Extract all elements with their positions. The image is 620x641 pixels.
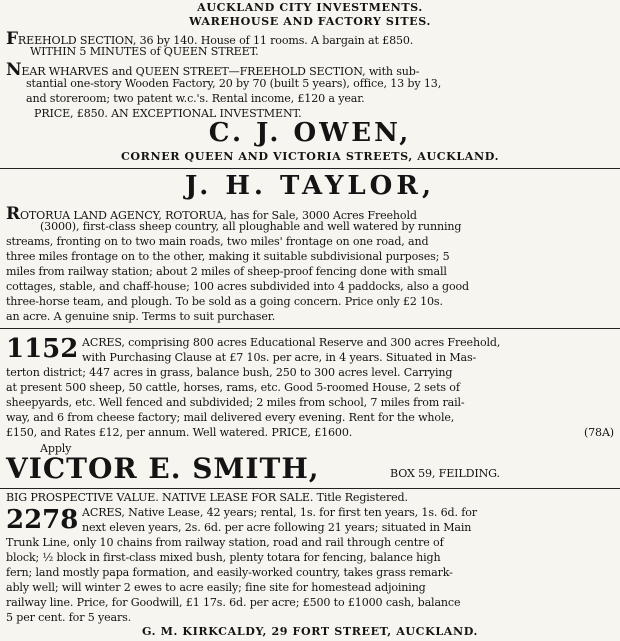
ad1-item2-line2: stantial one-story Wooden Factory, 20 by 70 (built 5 years), office, 13 by 13, — [26, 77, 442, 90]
ad1-item1-line2: WITHIN 5 MINUTES of QUEEN STREET. — [30, 45, 259, 58]
ad1-item2-dropcap: N — [6, 61, 22, 79]
ad1-subheader: WAREHOUSE AND FACTORY SITES. — [189, 15, 431, 28]
ad2-line-5: cottages, stable, and chaff-house; 100 acres subdivided into 4 paddocks, also a good — [6, 280, 469, 293]
divider — [0, 328, 620, 329]
ad2-line-7: an acre. A genuine snip. Terms to suit purchaser. — [6, 310, 276, 323]
ad4-line-4: fern; land mostly papa formation, and easily-worked country, takes grass remark- — [6, 566, 453, 579]
ad2-line-4: miles from railway station; about 2 miles of sheep-proof fencing done with small — [6, 265, 447, 278]
ad2-line-2: streams, fronting on to two main roads, two miles' frontage on one road, and — [6, 235, 429, 248]
divider — [0, 488, 620, 489]
ad3-apply: Apply — [40, 442, 72, 455]
ad3-line-5: way, and 6 from cheese factory; mail delivered every evening. Rent for the whole, — [6, 411, 455, 424]
ad2-dropcap: R — [6, 205, 20, 223]
ad3-line-3: at present 500 sheep, 50 cattle, horses, rams, etc. Good 5-roomed House, 2 sets of — [6, 381, 460, 394]
ad1-item1-line1: FREEHOLD SECTION, 36 by 140. House of 11 rooms. A bargain at £850. — [6, 30, 414, 48]
ad3-ref: (78A) — [583, 426, 614, 439]
ad4-line-2: Trunk Line, only 10 chains from railway station, road and rail through centre of — [6, 536, 444, 549]
ad4-line-1: next eleven years, 2s. 6d. per acre following 21 years; situated in Main — [82, 521, 472, 534]
ad1-item2-line4: PRICE, £850. AN EXCEPTIONAL INVESTMENT. — [34, 107, 302, 120]
ad1-header: AUCKLAND CITY INVESTMENTS. — [197, 1, 423, 14]
ad3-number: 1152 — [6, 334, 79, 364]
ad2-line-3: three miles frontage on to the other, making it suitable subdivisional purposes; 5 — [6, 250, 450, 263]
ad4-line-5: ably well; will winter 2 ewes to acre easily; fine site for homestead adjoining — [6, 581, 426, 594]
ad1-item1-dropcap: F — [6, 30, 18, 48]
ad3-line-4: sheepyards, etc. Well fenced and subdivided; 2 miles from school, 7 miles from rail- — [6, 396, 465, 409]
ad3-line-0: ACRES, comprising 800 acres Educational Reserve and 300 acres Freehold, — [82, 336, 501, 349]
ad4-line-0: ACRES, Native Lease, 42 years; rental, 1s. for first ten years, 1s. 6d. for — [82, 506, 477, 519]
ad3-line-1: with Purchasing Clause at £7 10s. per acre, in 4 years. Situated in Mas- — [82, 351, 477, 364]
divider — [0, 168, 620, 169]
ad2-agent: J. H. TAYLOR, — [184, 171, 435, 201]
ad4-line-6: railway line. Price, for Goodwill, £1 17s. 6d. per acre; £500 to £1000 cash, balance — [6, 596, 461, 609]
ad4-line-7: 5 per cent. for 5 years. — [6, 611, 132, 624]
ad4-line-3: block; ½ block in first-class mixed bush, plenty totara for fencing, balance high — [6, 551, 441, 564]
ad3-line-6: £150, and Rates £12, per annum. Well watered. PRICE, £1600. — [6, 426, 353, 439]
ad4-header: BIG PROSPECTIVE VALUE. NATIVE LEASE FOR SALE. Title Registered. — [6, 491, 408, 504]
ad2-line-0: ROTORUA LAND AGENCY, ROTORUA, has for Sale, 3000 Acres Freehold — [6, 205, 417, 223]
ad3-line-2: terton district; 447 acres in grass, balance bush, 250 to 300 acres level. Carrying — [6, 366, 453, 379]
ad4-number: 2278 — [6, 505, 79, 535]
ad2-line-6: three-horse team, and plough. To be sold as a going concern. Price only £2 10s. — [6, 295, 443, 308]
ad4-agent: G. M. KIRKCALDY, 29 FORT STREET, AUCKLAND. — [141, 625, 478, 638]
ad1-agent: C. J. OWEN, — [208, 118, 412, 148]
ad1-item2-line3: and storeroom; two patent w.c.'s. Rental income, £120 a year. — [26, 92, 365, 105]
ad3-box: BOX 59, FEILDING. — [390, 467, 500, 480]
ad3-agent: VICTOR E. SMITH, — [6, 452, 320, 485]
ad1-address: CORNER QUEEN AND VICTORIA STREETS, AUCKLAND. — [120, 150, 500, 163]
ad1-item2-line1: NEAR WHARVES and QUEEN STREET—FREEHOLD SECTION, with sub- — [6, 61, 420, 79]
ad2-line-1: (3000), first-class sheep country, all ploughable and well watered by running — [40, 220, 462, 233]
